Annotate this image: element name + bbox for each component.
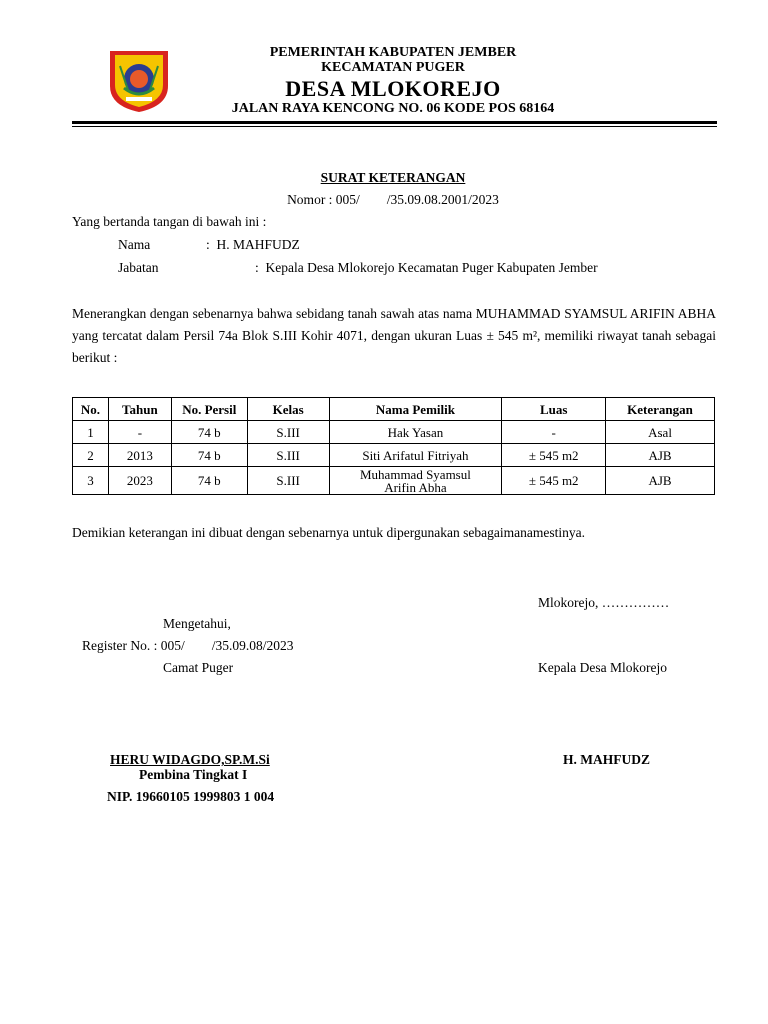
table-cell: -	[108, 421, 171, 444]
register-number: Register No. : 005/ /35.09.08/2023	[82, 638, 294, 653]
col-header-keterangan: Keterangan	[606, 398, 715, 421]
header-rule-thin	[72, 126, 717, 127]
table-cell: AJB	[606, 444, 715, 467]
table-cell: 1	[73, 421, 109, 444]
table-cell: -	[502, 421, 606, 444]
col-header-tahun: Tahun	[108, 398, 171, 421]
place-date: Mlokorejo, ……………	[538, 595, 670, 610]
header-address: JALAN RAYA KENCONG NO. 06 KODE POS 68164	[231, 101, 555, 116]
jabatan-value: : Kepala Desa Mlokorejo Kecamatan Puger Kabupaten Jember	[255, 260, 598, 275]
table-cell: AJB	[606, 467, 715, 495]
body-paragraph: Menerangkan dengan sebenarnya bahwa sebidang tanah sawah atas nama MUHAMMAD SYAMSUL ARIFIN ABHA yang tercatat dalam Persil 74a Blok S.III Kohir 4071, dengan ukuran Luas ± 545 m², memiliki riwayat tanah sebagai berikut :	[72, 306, 716, 365]
table-cell: S.III	[247, 444, 329, 467]
camat-name: HERU WIDAGDO,SP.M.Si	[110, 752, 270, 767]
land-history-table	[72, 397, 715, 495]
table-cell: 2013	[108, 444, 171, 467]
table-cell: ± 545 m2	[502, 444, 606, 467]
jabatan-label: Jabatan	[118, 260, 159, 275]
table-row	[73, 444, 715, 467]
table-cell: Siti Arifatul Fitriyah	[329, 444, 502, 467]
nama-label: Nama	[118, 237, 151, 252]
camat-title: Camat Puger	[163, 660, 234, 675]
header-district: KECAMATAN PUGER	[321, 60, 465, 75]
col-header-no: No.	[73, 398, 109, 421]
col-header-luas: Luas	[502, 398, 606, 421]
table-cell: S.III	[247, 421, 329, 444]
letter-title: SURAT KETERANGAN	[320, 170, 466, 185]
intro-text: Yang bertanda tangan di bawah ini :	[72, 214, 267, 229]
table-cell: Hak Yasan	[329, 421, 502, 444]
table-cell: 3	[73, 467, 109, 495]
regency-emblem-icon	[106, 48, 172, 114]
mengetahui-label: Mengetahui,	[163, 616, 231, 631]
col-header-kelas: Kelas	[247, 398, 329, 421]
header-village: DESA MLOKOREJO	[285, 76, 501, 101]
table-row	[73, 467, 715, 495]
table-cell: 74 b	[171, 467, 247, 495]
table-header-row	[73, 398, 715, 421]
header-government: PEMERINTAH KABUPATEN JEMBER	[269, 45, 517, 60]
letter-number: Nomor : 005/ /35.09.08.2001/2023	[287, 192, 499, 207]
table-cell: 74 b	[171, 444, 247, 467]
col-header-pemilik: Nama Pemilik	[329, 398, 502, 421]
nama-value: : H. MAHFUDZ	[206, 237, 300, 252]
camat-nip: NIP. 19660105 1999803 1 004	[107, 789, 275, 804]
table-cell: ± 545 m2	[502, 467, 606, 495]
table-row	[73, 421, 715, 444]
kades-title: Kepala Desa Mlokorejo	[538, 660, 667, 675]
col-header-persil: No. Persil	[171, 398, 247, 421]
camat-rank: Pembina Tingkat I	[139, 767, 248, 782]
table-cell: Muhammad Syamsul Arifin Abha	[329, 467, 502, 495]
header-rule-thick	[72, 121, 717, 124]
kades-name: H. MAHFUDZ	[563, 752, 650, 767]
table-cell: 2023	[108, 467, 171, 495]
table-cell: S.III	[247, 467, 329, 495]
table-cell: 74 b	[171, 421, 247, 444]
table-cell: Asal	[606, 421, 715, 444]
table-cell: 2	[73, 444, 109, 467]
closing-text: Demikian keterangan ini dibuat dengan sebenarnya untuk dipergunakan sebagaimanamestinya.	[72, 525, 585, 540]
